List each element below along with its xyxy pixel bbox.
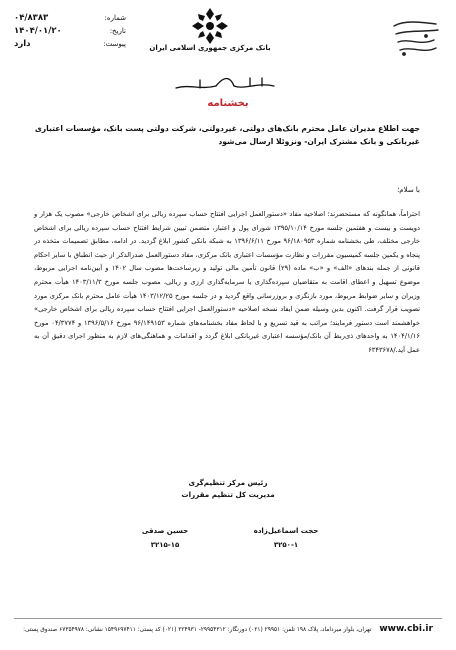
signatory-left [110, 524, 220, 552]
signatory-left-code: ۳۲۱۵-۱۵ [150, 541, 180, 549]
signatory-title-2: مدیریت کل تنظیم مقررات [181, 490, 275, 499]
signatory-title-1: رئیس مرکز تنظیم‌گری [188, 478, 268, 487]
signatory-title [0, 477, 456, 501]
footer-address: تهران، بلوار میرداماد، پلاک ۱۹۸ تلفن: ۲۹۹۵۱ (۰۲۱) دورنگار: ۲۹۹۵۴۳۱۲- ۲۲۴۹۳۱ (۰۲۱) کد پستی: ۱۵۴۹۶۹۷۴۱۱ نشانی: ۶۷۳۵۴۹۷۸ صندوق پستی: [23, 627, 372, 633]
letter-meta [14, 12, 126, 51]
slogan-emblem-icon [390, 16, 442, 60]
meta-attachment-row [14, 38, 126, 51]
number-label: شماره: [104, 14, 126, 22]
circular-body: احتراماً، همانگونه که مستحضرند؛ اصلاحیه مفاد «دستورالعمل اجرایی افتتاح حساب سپرده ریالی برای اشخاص خارجی» مصوب یک هزار و دویست و بیست و هفتمین جلسه مورخ ۱۳۹۵/۱۰/۱۴ شورای پول و اعتبار، متضمن تبیین شرایط افتتاح حساب سپرده ریالی برای اشخاص خارجی مختلف، طی بخشنامه شماره ۹۶/۱۸۰۹۵۳ مورخ ۱۳۹۶/۶/۱۱ به شبکه بانکی کشور ابلاغ گردید. در ادامه، مطابق تصمیمات متخذه در پنجاه و یکمین جلسه کمیسیون مقررات و نظارت مؤسسات اعتباری بانک مرکزی، مفاد دستورالعمل صدرالذکر از حیث انطباق با سایر احکام قانونی از جمله بندهای «الف» و «ب» ماده (۲۹) قانون تأمین مالی تولید و زیرساخت‌ها مصوب سال ۱۴۰۲ و آیین‌نامه اجرایی مربوط، موضوع تسهیل و اعطای اقامت به متقاضیان سپرده‌گذاری یا سرمایه‌گذاری ارزی و ریالی، مصوب جلسه مورخ ۱۴۰۳/۱۱/۳ هیأت محترم وزیران و سایر ضوابط مربوط، مورد بازنگری و بروزرسانی واقع گردید و در جلسه مورخ ۱۴۰۳/۱۲/۲۵ هیأت عامل محترم بانک مرکزی مورد تصویب قرار گرفت. اکنون بدین وسیله ضمن ایفاد نسخه اصلاحیه «دستورالعمل اجرایی افتتاح حساب سپرده ریالی برای اشخاص خارجی» خواهشمند است دستور فرمایند؛ مراتب به قید تسریع و با لحاظ مفاد بخشنامه‌های شماره ۹۶/۱۴۹۱۵۳ مورخ ۱۳۹۶/۵/۱۶ و ۰۴/۳۷۷۴ مورخ ۱۴۰۴/۱/۱۶ به واحدهای ذی‌ربط آن بانک/مؤسسه اعتباری غیربانکی ابلاغ گردد و اقدامات و هماهنگی‌های لازم به منظور اجرای دقیق آن به عمل آید./۶۳۴۳۶۷۸ [34, 210, 420, 354]
addressee-line-1: جهت اطلاع مدیران عامل محترم بانک‌های دولتی، غیردولتی، شرکت دولتی پست بانک، مؤسسات اعتباری [34, 124, 420, 133]
attachment-value: دارد [14, 39, 31, 49]
footer [14, 624, 442, 634]
document-type-title: بخشنامه [207, 98, 249, 109]
bank-name: بانک مرکزی جمهوری اسلامی ایران [149, 44, 271, 52]
bismillah-calligraphy-icon [170, 72, 280, 94]
signatory-right-name: حجت اسماعیل‌زاده [253, 527, 319, 535]
attachment-label: پیوست: [103, 40, 126, 48]
date-label: تاریخ: [109, 27, 126, 35]
signatory-right-code: ۳۲۵۰-۱ [273, 541, 299, 549]
addressee-line-2: غیربانکی و بانک مشترک ایران- ونزوئلا ارسال می‌شود [218, 137, 420, 146]
date-value: ۱۴۰۴/۰۱/۲۰ [14, 26, 62, 36]
number-value: ۰۴/۸۳۸۳ [14, 13, 49, 23]
signatory-right [226, 524, 346, 552]
addressee-block [30, 122, 420, 148]
footer-divider [14, 618, 442, 619]
cbi-logo-icon [190, 6, 230, 46]
greeting: با سلام؛ [397, 186, 420, 194]
meta-number-row [14, 12, 126, 25]
signatory-left-name: حسین صدقی [141, 527, 189, 535]
footer-website[interactable]: www.cbi.ir [379, 624, 433, 634]
meta-date-row [14, 25, 126, 38]
